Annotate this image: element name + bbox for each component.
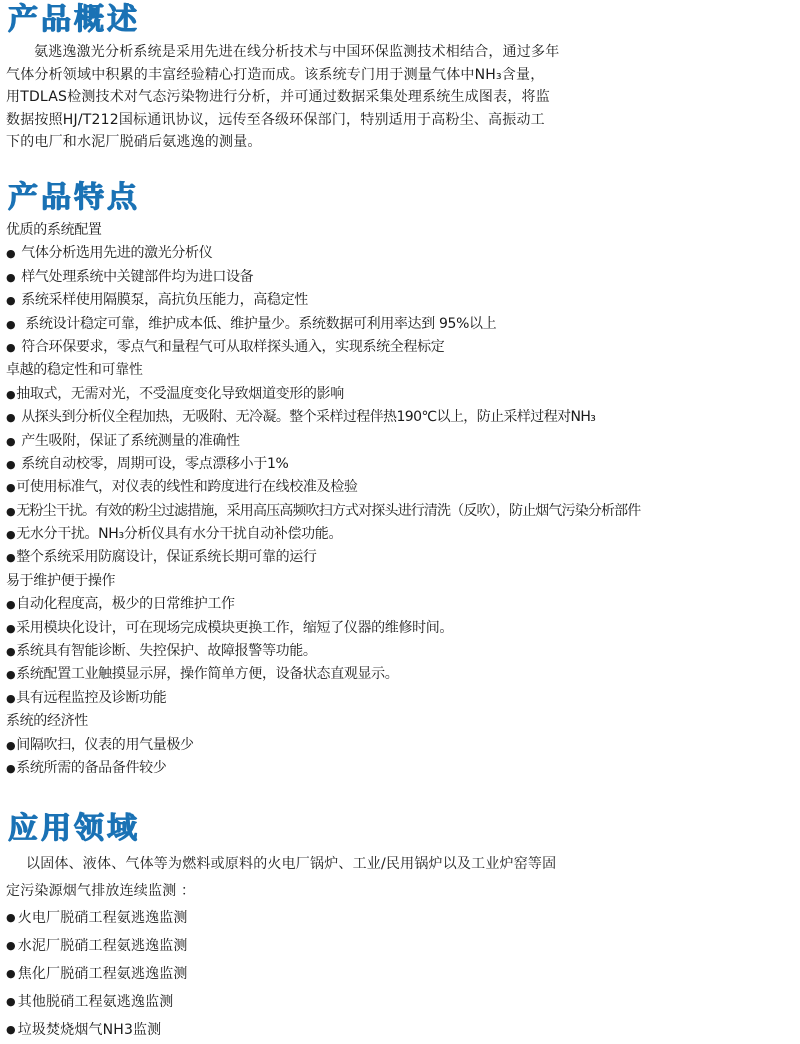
bullet-icon: ● xyxy=(6,247,16,261)
bullet-icon: ● xyxy=(6,528,16,542)
overview-line: 氨逃逸激光分析系统是采用先进在线分析技术与中国环保监测技术相结合，通过多年 xyxy=(34,44,560,60)
feature-item-text: 样气处理系统中关键部件均为进口设备 xyxy=(21,268,254,285)
bullet-icon: ● xyxy=(6,551,16,565)
feature-item-text: 系统所需的备品备件较少 xyxy=(16,759,167,776)
feature-item-text: 符合环保要求，零点气和量程气可从取样探头通入，实现系统全程标定 xyxy=(21,338,445,355)
feature-item xyxy=(6,383,798,406)
feature-item-text: 无水分干扰。NH₃分析仪具有水分干扰自动补偿功能。 xyxy=(16,526,343,543)
applications-intro-line: 定污染源烟气排放连续监测 ： xyxy=(6,883,196,899)
bullet-icon: ● xyxy=(6,939,16,952)
feature-item xyxy=(6,500,798,523)
bullet-icon: ● xyxy=(6,317,16,331)
feature-group-header xyxy=(6,570,798,593)
bullet-icon: ● xyxy=(6,621,16,635)
feature-group-header xyxy=(6,219,798,242)
bullet-icon: ● xyxy=(6,294,16,308)
bullet-icon: ● xyxy=(6,434,16,448)
feature-item-text: 具有远程监控及诊断功能 xyxy=(16,689,167,706)
feature-item xyxy=(6,593,798,616)
overview-line: 数据按照HJ/T212国标通讯协议，远传至各级环保部门，特别适用于高粉尘、高振动工 xyxy=(6,111,545,128)
feature-item xyxy=(6,313,798,336)
feature-item xyxy=(6,406,798,429)
bullet-icon: ● xyxy=(6,645,16,659)
feature-item-text: 间隔吹扫，仪表的用气量极少 xyxy=(16,736,194,753)
feature-item xyxy=(6,546,798,569)
feature-item-text: 系统设计稳定可靠，维护成本低、维护量少。系统数据可利用率达到 95%以上 xyxy=(21,315,497,332)
feature-group-header xyxy=(6,710,798,733)
applications-intro-line: 以固体、液体、气体等为燃料或原料的火电厂锅炉、工业/民用锅炉以及工业炉窑等固 xyxy=(26,856,557,872)
feature-item xyxy=(6,476,798,499)
bullet-icon: ● xyxy=(6,761,16,775)
bullet-icon: ● xyxy=(6,270,16,284)
feature-item-text: 系统自动校零，周期可设，零点漂移小于1% xyxy=(21,455,289,472)
bullet-icon: ● xyxy=(6,481,16,495)
feature-item-text: 产生吸附，保证了系统测量的准确性 xyxy=(21,432,240,449)
feature-group-header xyxy=(6,359,798,382)
bullet-icon: ● xyxy=(6,457,16,471)
overview-paragraph xyxy=(6,41,796,154)
bullet-icon: ● xyxy=(6,598,16,612)
overview-heading: 产品概述 xyxy=(8,2,140,37)
feature-group-label: 易于维护便于操作 xyxy=(6,572,116,589)
feature-item xyxy=(6,336,798,359)
applications-list xyxy=(6,904,798,1044)
feature-group-label: 系统的经济性 xyxy=(6,713,88,730)
features-heading: 产品特点 xyxy=(8,180,140,215)
feature-item-text: 无粉尘干扰。有效的粉尘过滤措施，采用高压高频吹扫方式对探头进行清洗（反吹），防止烟气污染分析部件 xyxy=(16,502,641,519)
feature-group-label: 卓越的稳定性和可靠性 xyxy=(6,362,143,379)
application-item-text: 其他脱硝工程氨逃逸监测 xyxy=(17,994,174,1010)
feature-item-text: 自动化程度高，极少的日常维护工作 xyxy=(16,596,235,613)
feature-item xyxy=(6,266,798,289)
feature-item-text: 抽取式，无需对光，不受温度变化导致烟道变形的影响 xyxy=(16,385,344,402)
application-item-text: 火电厂脱硝工程氨逃逸监测 xyxy=(17,910,188,926)
application-item xyxy=(6,960,798,988)
bullet-icon: ● xyxy=(6,1023,16,1036)
bullet-icon: ● xyxy=(6,411,16,425)
application-item-text: 垃圾焚烧烟气NH3监测 xyxy=(17,1022,162,1038)
feature-item xyxy=(6,523,798,546)
feature-item-text: 从探头到分析仪全程加热，无吸附、无冷凝。整个采样过程伴热190℃以上，防止采样过程对NH₃ xyxy=(21,409,596,426)
application-item-text: 焦化厂脱硝工程氨逃逸监测 xyxy=(17,966,188,982)
features-list xyxy=(6,219,798,780)
feature-group-label: 优质的系统配置 xyxy=(6,222,102,238)
bullet-icon: ● xyxy=(6,738,16,752)
feature-item xyxy=(6,734,798,757)
feature-item xyxy=(6,289,798,312)
application-item-text: 水泥厂脱硝工程氨逃逸监测 xyxy=(17,938,188,954)
application-item xyxy=(6,988,798,1016)
application-item xyxy=(6,932,798,960)
feature-item-text: 系统采样使用隔膜泵，高抗负压能力，高稳定性 xyxy=(21,292,308,309)
feature-item-text: 整个系统采用防腐设计，保证系统长期可靠的运行 xyxy=(16,549,317,566)
overview-line: 气体分析领域中积累的丰富经验精心打造而成。该系统专门用于测量气体中NH₃含量， xyxy=(6,66,545,83)
bullet-icon: ● xyxy=(6,995,16,1008)
feature-item-text: 系统具有智能诊断、失控保护、故障报警等功能。 xyxy=(16,643,317,660)
feature-item xyxy=(6,453,798,476)
application-item xyxy=(6,904,798,932)
bullet-icon: ● xyxy=(6,504,16,518)
feature-item xyxy=(6,617,798,640)
overview-line: 下的电厂和水泥厂脱硝后氨逃逸的测量。 xyxy=(6,134,262,150)
feature-item-text: 系统配置工业触摸显示屏，操作简单方便，设备状态直观显示。 xyxy=(16,666,399,683)
bullet-icon: ● xyxy=(6,911,16,924)
feature-item-text: 可使用标准气，对仪表的线性和跨度进行在线校准及检验 xyxy=(16,479,358,496)
feature-item-text: 采用模块化设计，可在现场完成模块更换工作，缩短了仪器的维修时间。 xyxy=(16,619,454,636)
feature-item-text: 气体分析选用先进的激光分析仪 xyxy=(21,245,213,262)
bullet-icon: ● xyxy=(6,668,16,682)
feature-item xyxy=(6,663,798,686)
bullet-icon: ● xyxy=(6,340,16,354)
applications-heading: 应用领域 xyxy=(8,811,140,846)
bullet-icon: ● xyxy=(6,387,16,401)
bullet-icon: ● xyxy=(6,967,16,980)
application-item xyxy=(6,1016,798,1044)
feature-item xyxy=(6,640,798,663)
feature-item xyxy=(6,687,798,710)
feature-item xyxy=(6,242,798,265)
overview-line: 用TDLAS检测技术对气态污染物进行分析，并可通过数据采集处理系统生成图表，将监 xyxy=(6,89,550,105)
applications-intro xyxy=(6,852,796,906)
bullet-icon: ● xyxy=(6,691,16,705)
feature-item xyxy=(6,757,798,780)
feature-item xyxy=(6,430,798,453)
